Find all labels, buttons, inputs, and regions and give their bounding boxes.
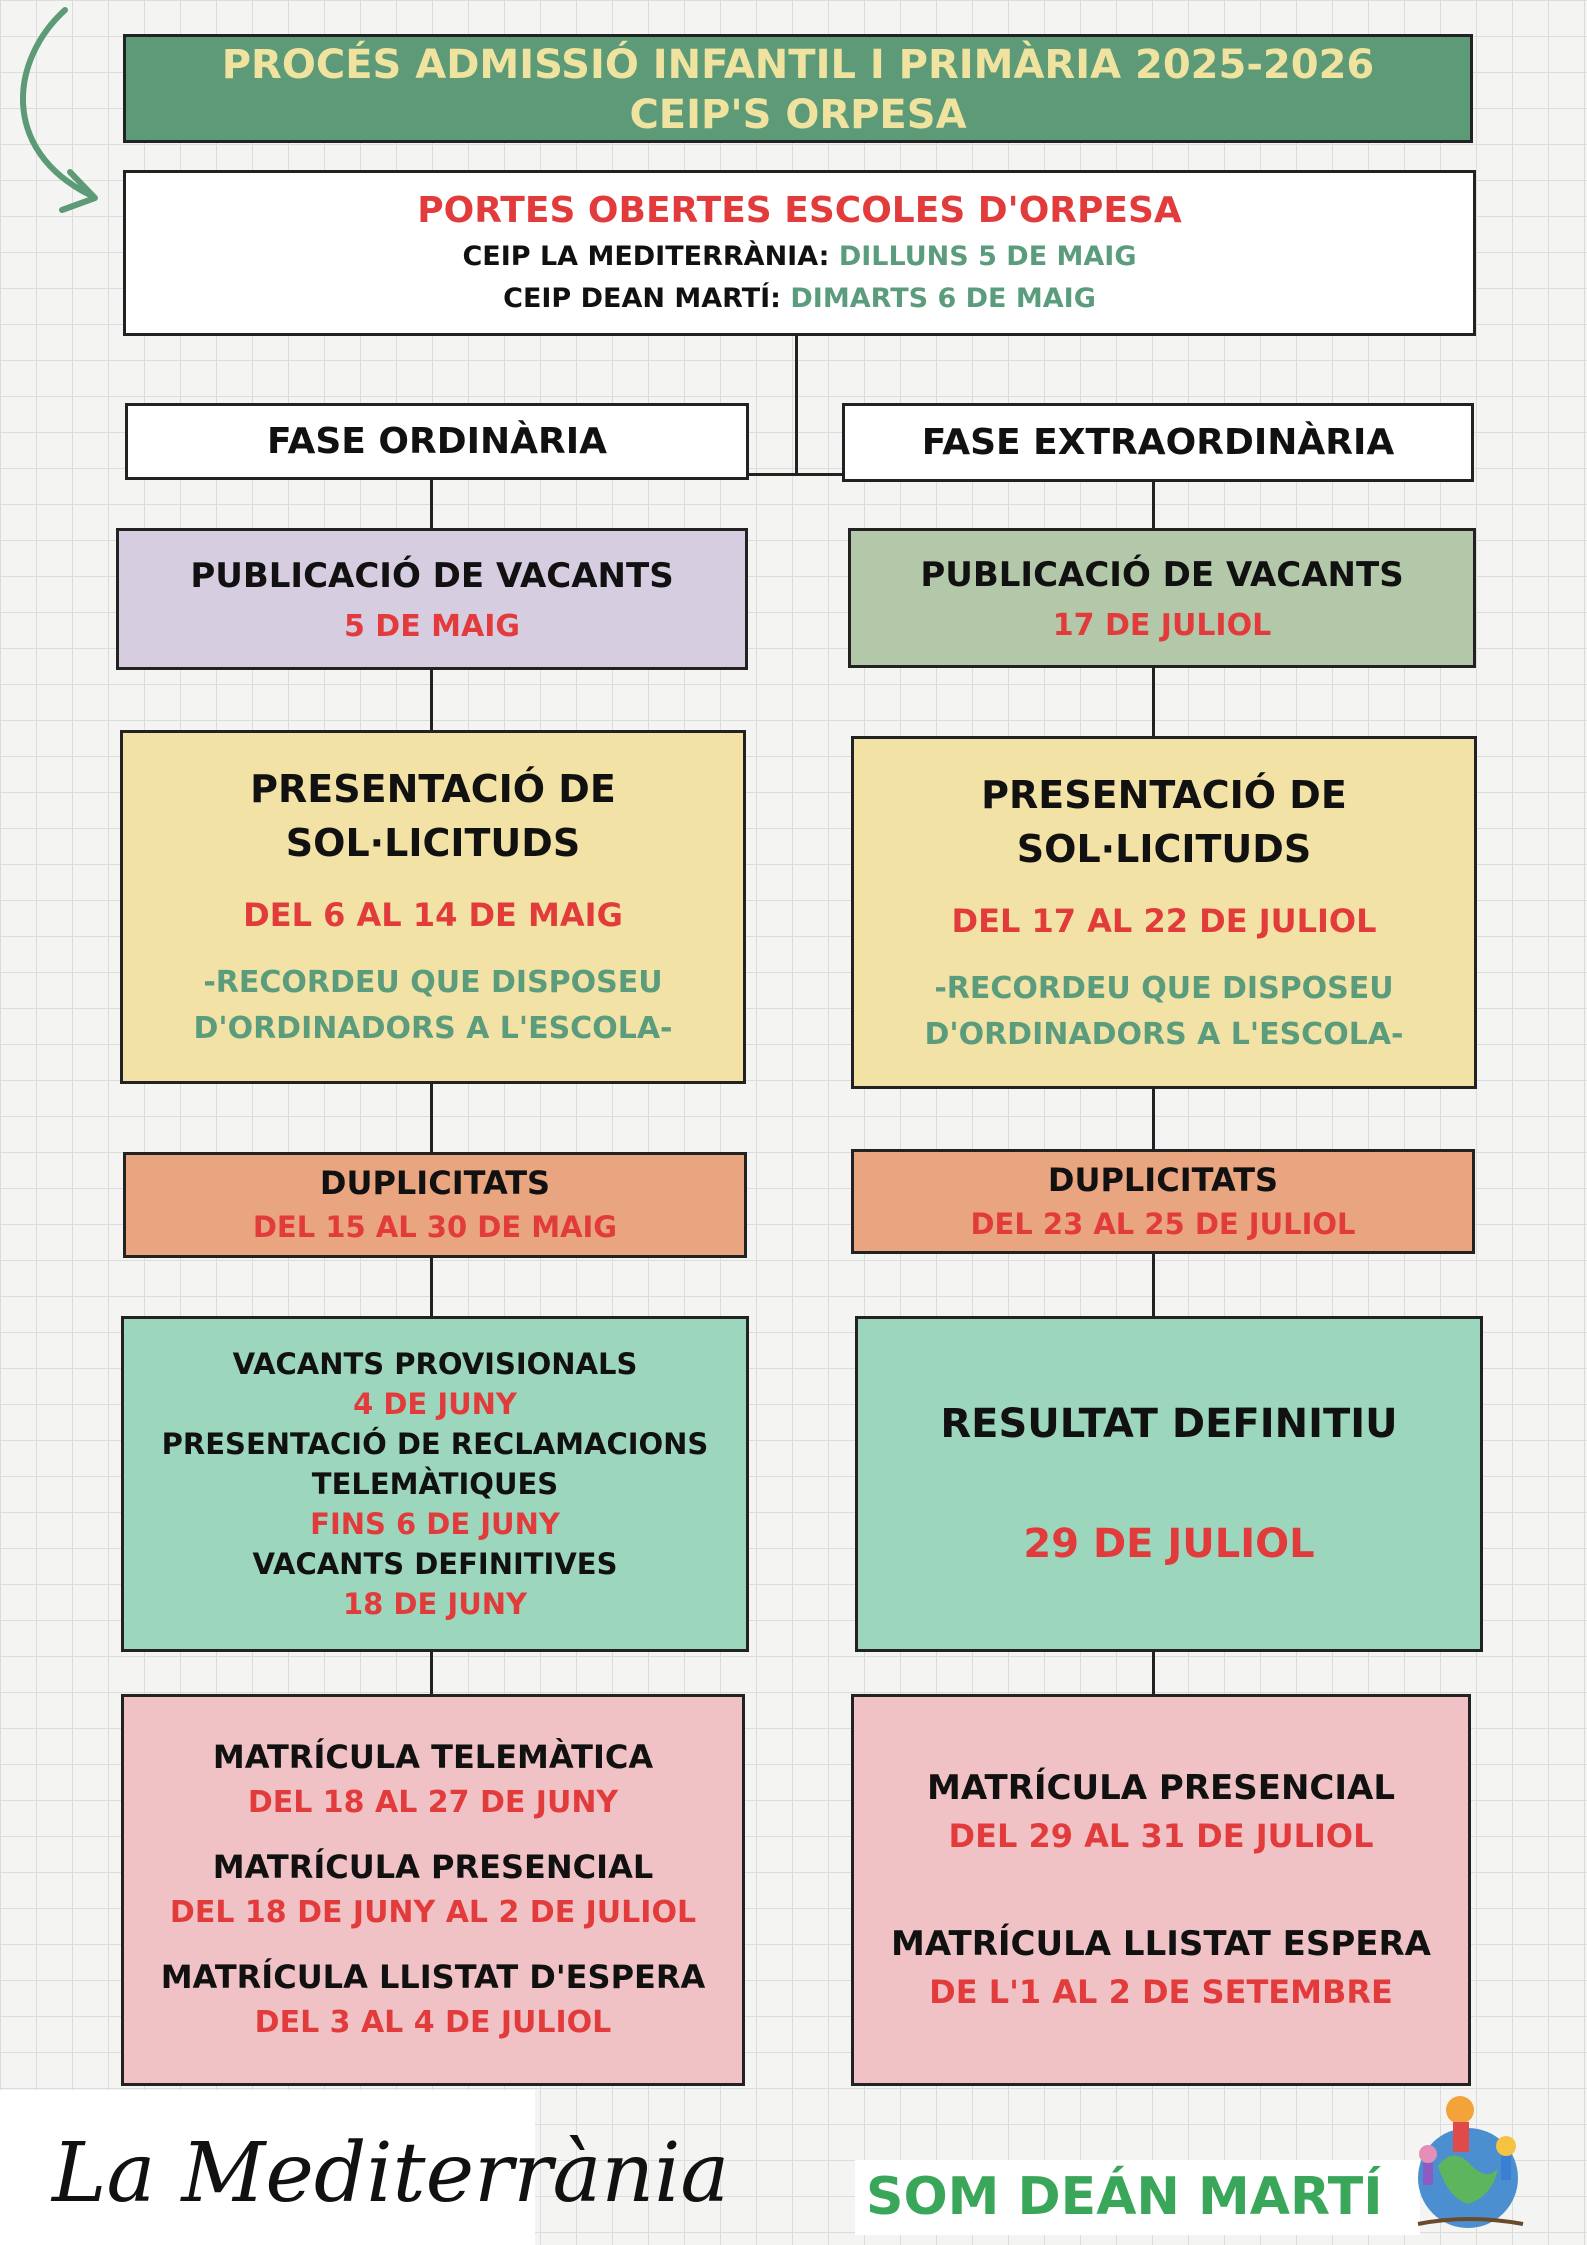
applications-note: -RECORDEU QUE DISPOSEU (934, 970, 1394, 1006)
result-date: 29 DE JULIOL (1023, 1521, 1315, 1567)
final-vacancies-title: VACANTS DEFINITIVES (252, 1547, 618, 1581)
connector-line (430, 1258, 433, 1316)
ordinary-enrolment-box (121, 1694, 745, 2086)
header-banner (123, 34, 1473, 143)
duplicates-date: DEL 23 AL 25 DE JULIOL (970, 1206, 1356, 1241)
applications-date: DEL 17 AL 22 DE JULIOL (951, 901, 1377, 940)
enrolment-title: MATRÍCULA LLISTAT D'ESPERA (160, 1958, 706, 1996)
enrolment-date: DE L'1 AL 2 DE SETEMBRE (929, 1973, 1393, 2011)
claims-title: PRESENTACIÓ DE RECLAMACIONS (161, 1427, 709, 1461)
ordinary-heading-text: FASE ORDINÀRIA (267, 421, 607, 462)
ordinary-applications-box (120, 730, 746, 1084)
result-title: RESULTAT DEFINITIU (940, 1401, 1398, 1447)
connector-line (430, 1652, 433, 1694)
open-doors-line-1 (462, 236, 1136, 278)
connector-line (1152, 1652, 1155, 1694)
enrolment-title: MATRÍCULA PRESENCIAL (927, 1768, 1395, 1808)
enrolment-title: MATRÍCULA TELEMÀTICA (212, 1738, 654, 1776)
applications-note: -RECORDEU QUE DISPOSEU (203, 965, 663, 1000)
duplicates-title: DUPLICITATS (319, 1164, 551, 1202)
open-doors-line-2 (503, 278, 1096, 320)
enrolment-title: MATRÍCULA LLISTAT ESPERA (891, 1924, 1431, 1964)
school-date: DILLUNS 5 DE MAIG (838, 241, 1137, 272)
connector-line (1152, 1254, 1155, 1316)
connector-line (795, 336, 798, 476)
footer-left-panel (0, 2090, 730, 2245)
ordinary-provisional-box (121, 1316, 749, 1652)
enrolment-date: DEL 3 AL 4 DE JULIOL (254, 2005, 612, 2040)
enrolment-date: DEL 18 DE JUNY AL 2 DE JULIOL (169, 1895, 697, 1930)
enrolment-title: MATRÍCULA PRESENCIAL (212, 1848, 654, 1886)
connector-line (746, 473, 844, 476)
connector-line (430, 670, 433, 730)
extraordinary-duplicates-box (851, 1149, 1475, 1254)
enrolment-date: DEL 29 AL 31 DE JULIOL (948, 1817, 1374, 1855)
enrolment-date: DEL 18 AL 27 DE JUNY (247, 1785, 619, 1820)
vacancies-date: 17 DE JULIOL (1052, 608, 1272, 643)
connector-line (430, 1084, 433, 1152)
open-doors-box (123, 170, 1476, 336)
connector-line (430, 478, 433, 528)
applications-title: PRESENTACIÓ DE (250, 767, 616, 811)
extraordinary-heading-text: FASE EXTRAORDINÀRIA (921, 422, 1395, 463)
vacancies-title: PUBLICACIÓ DE VACANTS (920, 555, 1404, 595)
ordinary-vacancies-box (116, 528, 748, 670)
extraordinary-phase-heading (842, 403, 1474, 482)
applications-note: D'ORDINADORS A L'ESCOLA- (193, 1011, 673, 1046)
page-subtitle: CEIP'S ORPESA (629, 91, 967, 138)
ordinary-phase-heading (125, 403, 749, 480)
claims-date: FINS 6 DE JUNY (310, 1507, 560, 1541)
provisional-date: 4 DE JUNY (353, 1387, 517, 1421)
applications-title: SOL·LICITUDS (285, 821, 581, 865)
page-title: PROCÉS ADMISSIÓ INFANTIL I PRIMÀRIA 2025-2026 (221, 41, 1375, 88)
connector-line (1152, 482, 1155, 529)
applications-date: DEL 6 AL 14 DE MAIG (243, 896, 623, 934)
connector-line (1152, 1089, 1155, 1149)
connector-line (1152, 668, 1155, 736)
vacancies-date: 5 DE MAIG (343, 609, 520, 644)
extraordinary-result-box (855, 1316, 1483, 1652)
duplicates-date: DEL 15 AL 30 DE MAIG (252, 1210, 618, 1244)
open-doors-title: PORTES OBERTES ESCOLES D'ORPESA (417, 190, 1182, 231)
applications-note: D'ORDINADORS A L'ESCOLA- (924, 1016, 1404, 1052)
ordinary-duplicates-box (123, 1152, 747, 1258)
vacancies-title: PUBLICACIÓ DE VACANTS (190, 556, 674, 596)
duplicates-title: DUPLICITATS (1047, 1160, 1279, 1199)
school-name: CEIP DEAN MARTÍ: (503, 283, 781, 314)
provisional-title: VACANTS PROVISIONALS (232, 1347, 638, 1381)
applications-title: SOL·LICITUDS (1016, 826, 1312, 871)
extraordinary-applications-box (851, 736, 1477, 1089)
applications-title: PRESENTACIÓ DE (981, 772, 1347, 817)
mediterrania-signature: La Mediterrània (52, 2126, 730, 2221)
extraordinary-vacancies-box (848, 528, 1476, 668)
claims-title: TELEMÀTIQUES (311, 1467, 559, 1501)
school-logo-icon (1398, 2086, 1538, 2236)
final-vacancies-date: 18 DE JUNY (342, 1587, 528, 1621)
school-name: CEIP LA MEDITERRÀNIA: (462, 241, 830, 272)
school-date: DIMARTS 6 DE MAIG (790, 283, 1096, 314)
som-dean-marti-text: SOM DEÁN MARTÍ (866, 2167, 1383, 2227)
extraordinary-enrolment-box (851, 1694, 1471, 2086)
